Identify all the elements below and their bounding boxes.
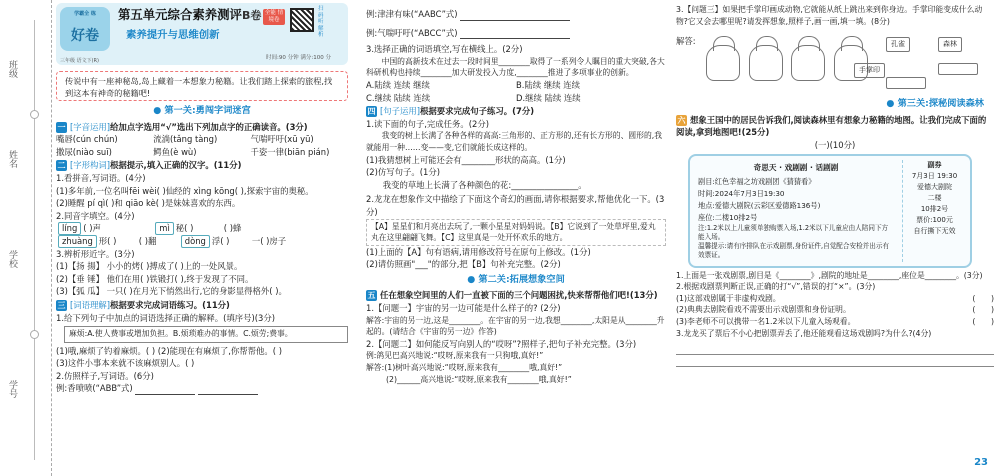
blank[interactable]: ( )翻 bbox=[138, 235, 157, 246]
judge-row bbox=[676, 316, 994, 328]
sub-question: 3.龙龙买了票后不小心把剧票弄丢了,他还能观看这场戏剧吗?为什么?(4分) bbox=[676, 328, 932, 338]
sub-question: 3.【问题三】如果把手掌印画成动物,它就能从纸上跳出来到你身边。手掌印能变成什么动物?它又会去哪里呢?请发挥想象,照样子,画一画,填一填。(8分) bbox=[676, 5, 983, 26]
sub-question: 2.同音字填空。(4分) bbox=[56, 210, 135, 221]
ticket-line: 座位:二楼10排2号 bbox=[698, 212, 758, 222]
drawing-area[interactable] bbox=[676, 31, 994, 95]
question-number: 二 bbox=[57, 161, 66, 171]
pinyin-box: mì bbox=[155, 222, 174, 235]
pinyin-item[interactable]: 鳄鱼(è wù) bbox=[153, 146, 197, 157]
fill-blank-line[interactable]: (1)上面的【A】句有语病,请用修改符号在原句上修改。(1分) bbox=[366, 246, 591, 257]
ticket-line: 注:1.2米以上儿童须单独购票入场,1.2米以下儿童应由人陪同下方能入场。 bbox=[698, 223, 889, 241]
fill-blank-line[interactable]: (1)哦,麻烦了钓着麻烦。( ) (2)能现在有麻烦了,你帮帮他。( ) bbox=[56, 345, 282, 356]
ticket-line: 剧目:红色幸福之坊戏剧团《猜猜看》 bbox=[698, 176, 816, 186]
fill-blank-line[interactable]: (1)我猜想树上可能还会有________形状的高高。(1分) bbox=[366, 154, 566, 165]
qr-code-icon[interactable] bbox=[290, 8, 314, 32]
pinyin-box: líng bbox=[58, 222, 81, 235]
part-heading: ● 第二关:拓展想象空间 bbox=[467, 273, 565, 285]
binding-line bbox=[34, 20, 35, 460]
binding-label: 班级 bbox=[7, 60, 17, 78]
mindmap-node: 手掌印 bbox=[854, 63, 885, 78]
pinyin-item[interactable]: 千姿一律(biān pián) bbox=[250, 146, 330, 157]
page-title: 第五单元综合素养测评 bbox=[118, 7, 242, 22]
blank[interactable]: 秘( ) bbox=[175, 223, 194, 234]
pinyin-item[interactable]: 嘴唇(cún chún) bbox=[56, 134, 118, 145]
ticket-line: 时间:2024年7月3日19:30 bbox=[698, 188, 785, 198]
exam-meta: 时间:90 分钟 满分:100 分 bbox=[266, 55, 331, 61]
question-heading bbox=[56, 159, 348, 172]
question-number: 六 bbox=[677, 115, 686, 125]
question-heading bbox=[676, 114, 994, 139]
fill-blank-line[interactable]: 我变的草地上长满了各种颜色的花:________________。 bbox=[382, 179, 587, 190]
question-text: 根据要求完成句子练习。(7分) bbox=[420, 106, 535, 117]
intro-text: 传说中有一座神秘岛,岛上藏着一本想象力秘籍。让我们踏上探索的旅程,找到这本有神奇的秘籍吧! bbox=[56, 71, 348, 101]
choice-option[interactable]: D.继续 陆续 连续 bbox=[516, 92, 581, 103]
pinyin-box: zhuàng bbox=[58, 235, 97, 248]
stub-line: 自行撕下无效 bbox=[913, 226, 956, 235]
pinyin-item[interactable]: 气喘吁吁(xū yū) bbox=[250, 134, 314, 145]
blank[interactable]: ( )声 bbox=[83, 223, 101, 234]
answer-line[interactable] bbox=[676, 355, 994, 367]
sub-question: 3.辨析形近字。(3分) bbox=[56, 248, 135, 259]
answer-line[interactable] bbox=[460, 11, 570, 21]
answer-line[interactable] bbox=[460, 29, 570, 39]
pinyin-box: dòng bbox=[181, 235, 210, 248]
example-text: 例:鸽见巴高兴地说:“哎呀,原来我有一只狗哦,真好!” bbox=[366, 351, 544, 361]
sub-question: 2.根据戏剧票判断正误,正确的打“√”,错误的打“×”。(3分) bbox=[676, 282, 876, 292]
part-heading: ● 第一关:勇闯字词迷宫 bbox=[153, 105, 251, 116]
example-line bbox=[56, 382, 348, 395]
fill-blank-line[interactable]: (3)这件小事本来就不该麻烦别人。( ) bbox=[56, 358, 195, 369]
ticket-stub bbox=[902, 160, 966, 262]
judge-row bbox=[676, 293, 994, 305]
passage-text: 中国的高新技术在过去一段时间里________取得了一系列令人瞩目的重大突破,各大科研机构也持续________加大研发投入力度,________推进了多项事业的创新。 bbox=[366, 56, 665, 78]
mindmap-node: 森林 bbox=[938, 37, 962, 52]
fill-blank-line[interactable]: (1)【扬 揚】 小小的烤( )搏成了( )上的一处风景。 bbox=[56, 261, 243, 272]
part-title: 第二关:拓展想象空间 bbox=[478, 273, 565, 285]
badge: 全能 情境卷 bbox=[264, 10, 284, 23]
fill-blank-line[interactable]: (1)多年前,一位名叫fēi wèi( )仙经的 xìng kōng( ),探索宇宙的奥秘。 bbox=[56, 185, 314, 196]
column-middle bbox=[366, 0, 666, 476]
question-number: 四 bbox=[367, 107, 376, 117]
question-tag: [句子运用] bbox=[380, 106, 421, 117]
answer-line[interactable] bbox=[676, 343, 994, 355]
example-line bbox=[366, 8, 666, 21]
question-text: 给加点字选用“√”选出下列加点字的正确读音。(3分) bbox=[110, 121, 308, 132]
question-number: 五 bbox=[367, 291, 376, 301]
pinyin-item[interactable]: 流淌(tǎng tàng) bbox=[153, 134, 218, 145]
question-number: 一 bbox=[57, 122, 66, 132]
question-heading bbox=[56, 121, 348, 134]
passage-text: 【A】星星们和月亮出去玩了,一颗小星星对妈妈说。【B】它说到了一处草坪里,爱丸丸在这里翩翩飞舞。【C】这里真是一处开怀欢乐的地方。 bbox=[366, 219, 666, 246]
judge-blank[interactable]: ( ) bbox=[972, 293, 994, 303]
mindmap-node-empty[interactable] bbox=[938, 63, 978, 75]
question-number: 三 bbox=[57, 300, 66, 310]
binding-strip bbox=[0, 0, 52, 476]
judge-row bbox=[676, 304, 994, 316]
blank[interactable]: ( )蜂 bbox=[223, 223, 242, 234]
question-text: 根据要求完成词语练习。(11分) bbox=[110, 299, 230, 310]
answer-line[interactable] bbox=[135, 385, 195, 395]
ticket-main bbox=[698, 162, 894, 260]
answer-label: 解答: bbox=[676, 36, 696, 47]
binding-label: 姓名 bbox=[7, 150, 17, 168]
reading-title: (一)(10分) bbox=[814, 139, 856, 150]
stub-line: 10排2号 bbox=[920, 204, 949, 213]
title-suffix: B卷 bbox=[242, 9, 262, 22]
judge-item: (3)李老师不可以携带一名1.2米以下儿童入场观看。 bbox=[676, 316, 856, 326]
answer-line[interactable] bbox=[198, 385, 258, 395]
choice-option[interactable]: C.继续 陆续 连续 bbox=[366, 92, 431, 103]
fill-blank-line[interactable]: 1.上面是一张戏剧票,剧目是《________》,剧院的地址是________,座位是________。(3分) bbox=[676, 270, 983, 280]
pinyin-item[interactable]: 撒尿(niào suī) bbox=[56, 146, 112, 157]
stub-line: 爱德大剧院 bbox=[917, 182, 952, 191]
sub-question: 1.看拼音,写词语。(4分) bbox=[56, 172, 146, 183]
binding-hole bbox=[30, 110, 39, 119]
fill-blank-line[interactable]: 解答:(1)树叶高兴地说:“哎呀,原来我有________哦,真好!” bbox=[366, 363, 563, 373]
hand-print-icon bbox=[706, 45, 740, 81]
fill-blank-line[interactable]: (2)睡醒 pí qì( )和 qiāo kè( )是妹妹喜欢的东西。 bbox=[56, 198, 241, 209]
question-tag: [词语理解] bbox=[70, 299, 111, 310]
example-text: 例:香喷喷(“ABB”式) bbox=[56, 383, 133, 394]
sub-question: 3.选择正确的词语填空,写在横线上。(2分) bbox=[366, 44, 523, 55]
choice-options bbox=[366, 79, 666, 104]
question-text: 任在想象空间里的人们一直被下面的三个问题困扰,快来帮帮他们吧!(13分) bbox=[380, 290, 658, 301]
logo-subtitle: 学霸全 练 bbox=[74, 11, 96, 17]
question-heading bbox=[56, 299, 348, 312]
mindmap-node-empty[interactable] bbox=[886, 77, 926, 89]
logo-text: 好卷 bbox=[71, 28, 99, 44]
page-subtitle: 素养提升与思维创新 bbox=[126, 29, 220, 41]
homophone-row bbox=[56, 235, 348, 248]
definition-box: 麻烦:A.使人费事或增加负担。B.烦琐难办的事情。C.烦劳;费事。 bbox=[64, 326, 348, 343]
judge-item: (2)典典去剧院看戏不需要出示戏剧票和身份证明。 bbox=[676, 305, 851, 315]
part-title: 第三关:探秘阅读森林 bbox=[897, 98, 984, 110]
pinyin-options bbox=[56, 133, 348, 158]
drama-ticket bbox=[688, 154, 972, 268]
stub-line: 票价:100元 bbox=[916, 215, 953, 224]
example-text: 例:津津有味(“AABC”式) bbox=[366, 9, 458, 19]
question-text: 想象王国中的居民告诉我们,阅读森林里有想象力秘籍的地图。让我们完成下面的阅读,拿到地图吧!(25分) bbox=[676, 114, 987, 138]
sub-question: 1.读下面的句子,完成任务。(2分) bbox=[366, 118, 490, 129]
column-right bbox=[676, 0, 994, 476]
sub-question: 2.【问题二】如何能反写向别人的“哎呀”?照样子,把句子补充完整。(3分) bbox=[366, 338, 637, 349]
fill-blank-line[interactable]: (2)请仿照画"___"的部分,把【B】句补充完整。(2分) bbox=[366, 259, 561, 270]
judge-item: (1)这部戏剧属于非虚构戏剧。 bbox=[676, 293, 781, 303]
question-heading bbox=[366, 105, 666, 118]
ticket-line: 地点:爱德大剧院(云彩区爱德路136号) bbox=[698, 200, 821, 210]
blank[interactable]: 一( )房子 bbox=[251, 235, 287, 246]
part-title: 第一关:勇闯字词迷宫 bbox=[164, 105, 251, 116]
sub-question: 2.仿照样子,写词语。(6分) bbox=[56, 370, 154, 381]
page-number: 23 bbox=[974, 457, 988, 469]
binding-label: 学校 bbox=[7, 250, 17, 268]
question-tag: [字音运用] bbox=[70, 121, 111, 132]
homophone-row bbox=[56, 222, 348, 235]
hand-drawings bbox=[706, 45, 874, 85]
passage-text: 我变的树上长满了各种各样的高高:三角形的、正方形的,还有长方形的、圆形的,我就能用一种……变——变,它们就能长成这样的。 bbox=[366, 131, 663, 152]
question-tag: [字形构词] bbox=[70, 160, 111, 171]
hand-print-icon bbox=[791, 45, 825, 81]
fill-blank-line[interactable]: 解答:宇宙的另一边,这是________。在宇宙的另一边,我想________,太阳是从________升起的。(请结合《宇宙的另一边》作答) bbox=[366, 315, 665, 337]
mindmap-node: 孔雀 bbox=[886, 37, 910, 52]
example-text: 例:气喘吁吁(“ABCC”式) bbox=[366, 27, 458, 38]
binding-hole bbox=[30, 330, 39, 339]
sub-question: 1.【问题一】宇宙的另一边可能是什么样子的? (2分) bbox=[366, 303, 561, 314]
logo bbox=[60, 7, 110, 51]
ticket-header: 奇思天 · 戏剧剧 · 话剧剧 bbox=[753, 162, 839, 172]
part-heading: ● 第三关:探秘阅读森林 bbox=[886, 98, 984, 110]
choice-option[interactable]: B.陆续 继续 连续 bbox=[516, 79, 580, 90]
sub-question: 2.龙龙在想象作文中描绘了下面这个奇幻的画面,请你根据要求,帮他优化一下。(3分) bbox=[366, 194, 665, 217]
title-banner bbox=[56, 3, 348, 65]
blank[interactable]: 浮( ) bbox=[211, 235, 230, 246]
ticket-line: 温馨提示:请有序排队在示戏剧票,身份证件,自觉配合安检并出示有效票证。 bbox=[698, 241, 890, 259]
fill-blank-line[interactable]: (3)【弧 瓜】 一只( )在月光下悄然出行,它的身影显得格外( )。 bbox=[56, 286, 287, 297]
question-text: 根据提示,填入正确的汉字。(11分) bbox=[110, 160, 242, 171]
sub-question: 1.给下列句子中加点的词语选择正确的解释。(填序号)(3分) bbox=[56, 312, 276, 323]
stub-line: 二楼 bbox=[927, 193, 942, 202]
blank[interactable]: 形( ) bbox=[98, 235, 117, 246]
column-left bbox=[56, 0, 348, 476]
judge-blank[interactable]: ( ) bbox=[972, 316, 994, 326]
hand-print-icon bbox=[749, 45, 783, 81]
choice-option[interactable]: A.陆续 连续 继续 bbox=[366, 79, 430, 90]
stub-line: 7月3日 19:30 bbox=[911, 171, 958, 180]
binding-label: 学号 bbox=[7, 380, 17, 398]
qr-caption: 扫码听 解析 bbox=[318, 6, 324, 38]
fill-blank-line[interactable]: (2)仿写句子。(1分) bbox=[366, 167, 440, 178]
judge-blank[interactable]: ( ) bbox=[972, 305, 994, 315]
stub-line: 副券 bbox=[927, 160, 942, 169]
fill-blank-line[interactable]: (2)【垂 锤】 他们在用( )铁锻打( ),终于发现了不同。 bbox=[56, 273, 254, 284]
question-heading bbox=[366, 289, 666, 302]
grade-label: 三年级 语文下(R) bbox=[60, 58, 99, 64]
fill-blank-line[interactable]: (2)______高兴地说:“哎呀,原来我有________哦,真好!” bbox=[386, 374, 572, 384]
example-line bbox=[366, 27, 666, 40]
